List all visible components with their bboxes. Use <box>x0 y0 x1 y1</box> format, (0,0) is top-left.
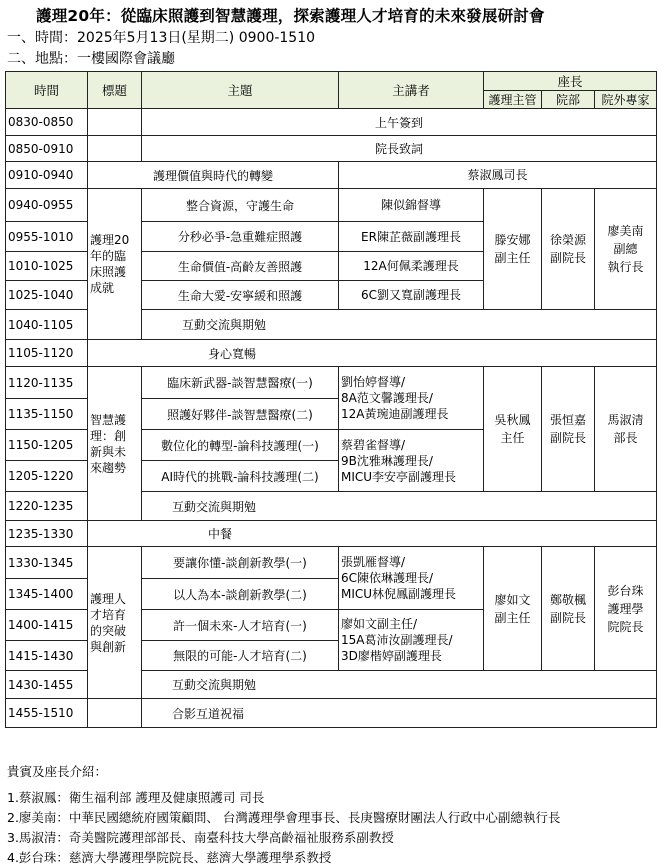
row-time: 1400-1415 <box>6 610 88 641</box>
session-label: 護理人 才培育 的突破 與創新 <box>88 547 142 699</box>
row-topic: 整合資源，守護生命 <box>142 189 339 222</box>
event-time: 一、時間：2025年5月13日(星期二) 0900-1510 <box>7 30 316 46</box>
chair-dept: 鄭敬楓 副院長 <box>542 547 595 671</box>
chair-nursing: 吳秋鳳 主任 <box>484 367 542 492</box>
chair-nursing: 滕安娜 副主任 <box>484 189 542 310</box>
guest-notes <box>7 762 560 868</box>
row-time: 1205-1220 <box>6 461 88 492</box>
table-row <box>6 699 657 728</box>
row-topic: 互動交流與期勉 <box>142 310 657 340</box>
table-row <box>6 189 657 222</box>
chair-dept: 張恒嘉 副院長 <box>542 367 595 492</box>
row-speaker: 12A何佩柔護理長 <box>339 252 484 281</box>
row-time: 0850-0910 <box>6 136 88 162</box>
row-speaker: 蔡淑鳳司長 <box>339 162 657 189</box>
row-time: 1040-1105 <box>6 310 88 340</box>
header-label: 標題 <box>88 72 142 109</box>
row-speaker: 蔡碧雀督導/ 9B沈雅琳護理長/ MICU李安亭副護理長 <box>339 430 484 492</box>
table-row <box>6 340 657 367</box>
row-time: 0830-0850 <box>6 109 88 136</box>
row-topic: 互動交流與期勉 <box>142 671 657 699</box>
header-topic: 主題 <box>142 72 339 109</box>
row-time: 1120-1135 <box>6 367 88 399</box>
header-speaker: 主講者 <box>339 72 484 109</box>
row-topic: AI時代的挑戰-論科技護理(二) <box>142 461 339 492</box>
row-time: 0955-1010 <box>6 222 88 252</box>
row-time: 1010-1025 <box>6 252 88 281</box>
session-label: 智慧護 理：創 新與未 來趨勢 <box>88 367 142 521</box>
row-topic: 以人為本-談創新教學(二) <box>142 579 339 610</box>
header-chair-external: 院外專家 <box>595 91 657 109</box>
schedule-table <box>5 71 657 728</box>
row-topic: 數位化的轉型-論科技護理(一) <box>142 430 339 461</box>
row-speaker: 6C劉又寬副護理長 <box>339 281 484 310</box>
row-time: 1330-1345 <box>6 547 88 579</box>
row-speaker: ER陳芷薇副護理長 <box>339 222 484 252</box>
table-row <box>6 136 657 162</box>
row-time: 1220-1235 <box>6 492 88 521</box>
row-time: 0940-0955 <box>6 189 88 222</box>
row-time: 1235-1330 <box>6 521 88 547</box>
note-item: 2.廖美南：中華民國總統府國策顧問、 台灣護理學會理事長、長庚醫療財團法人行政中心副總執行長 <box>7 810 561 825</box>
row-text: 院長致詞 <box>142 136 657 162</box>
session-label: 護理20 年的臨 床照護 成就 <box>88 189 142 340</box>
table-row <box>6 521 657 547</box>
chair-external: 彭台珠 護理學 院院長 <box>595 547 657 671</box>
row-topic: 要讓你懂-談創新教學(一) <box>142 547 339 579</box>
row-time: 0910-0940 <box>6 162 88 189</box>
chair-dept: 徐榮源 副院長 <box>542 189 595 310</box>
chair-nursing: 廖如文 副主任 <box>484 547 542 671</box>
row-topic: 無限的可能-人才培育(二) <box>142 641 339 671</box>
row-time: 1455-1510 <box>6 699 88 728</box>
page-title: 護理20年：從臨床照護到智慧護理，探索護理人才培育的未來發展研討會 <box>36 7 545 25</box>
row-topic: 照護好夥伴-談智慧醫療(二) <box>142 399 339 430</box>
row-speaker: 陳似錦督導 <box>339 189 484 222</box>
note-item: 1.蔡淑鳳：衛生福利部 護理及健康照護司 司長 <box>7 790 265 805</box>
row-time: 1150-1205 <box>6 430 88 461</box>
row-time: 1135-1150 <box>6 399 88 430</box>
row-topic: 生命大愛-安寧緩和照護 <box>142 281 339 310</box>
row-time: 1345-1400 <box>6 579 88 610</box>
header-time: 時間 <box>6 72 88 109</box>
note-item: 3.馬淑清：奇美醫院護理部部長、南臺科技大學高齡福祉服務系副教授 <box>7 830 394 845</box>
table-row <box>6 162 657 189</box>
row-speaker: 張凱雁督導/ 6C陳依琳護理長/ MICU林倪鳳副護理長 <box>339 547 484 610</box>
row-speaker: 廖如文副主任/ 15A葛沛汝副護理長/ 3D廖楷婷副護理長 <box>339 610 484 671</box>
row-speaker: 劉怡婷督導/ 8A范文馨護理長/ 12A黃琬迪副護理長 <box>339 367 484 430</box>
row-text: 中餐 <box>88 521 657 547</box>
note-item: 4.彭台珠：慈濟大學護理學院院長、慈濟大學護理學系教授 <box>7 850 332 865</box>
chair-external: 廖美南 副總 執行長 <box>595 189 657 310</box>
header-chair-dept: 院部 <box>542 91 595 109</box>
table-row <box>6 367 657 399</box>
row-time: 1025-1040 <box>6 281 88 310</box>
row-topic: 合影互道祝福 <box>142 699 657 728</box>
table-row <box>6 547 657 579</box>
row-text: 身心寬暢 <box>88 340 657 367</box>
row-topic: 互動交流與期勉 <box>142 492 657 521</box>
row-topic: 臨床新武器-談智慧醫療(一) <box>142 367 339 399</box>
event-place: 二、地點：一樓國際會議廳 <box>7 51 175 67</box>
table-row <box>6 109 657 136</box>
notes-heading: 貴賓及座長介紹： <box>7 764 108 779</box>
header-chair-nursing: 護理主管 <box>484 91 542 109</box>
chair-external: 馬淑清 部長 <box>595 367 657 492</box>
row-topic: 護理價值與時代的轉變 <box>88 162 339 189</box>
row-topic: 分秒必爭-急重難症照護 <box>142 222 339 252</box>
row-time: 1430-1455 <box>6 671 88 699</box>
row-time: 1105-1120 <box>6 340 88 367</box>
row-topic: 生命價值-高齡友善照護 <box>142 252 339 281</box>
row-time: 1415-1430 <box>6 641 88 671</box>
row-text: 上午簽到 <box>142 109 657 136</box>
row-topic: 許一個未來-人才培育(一) <box>142 610 339 641</box>
header-chairs: 座長 <box>484 72 657 91</box>
